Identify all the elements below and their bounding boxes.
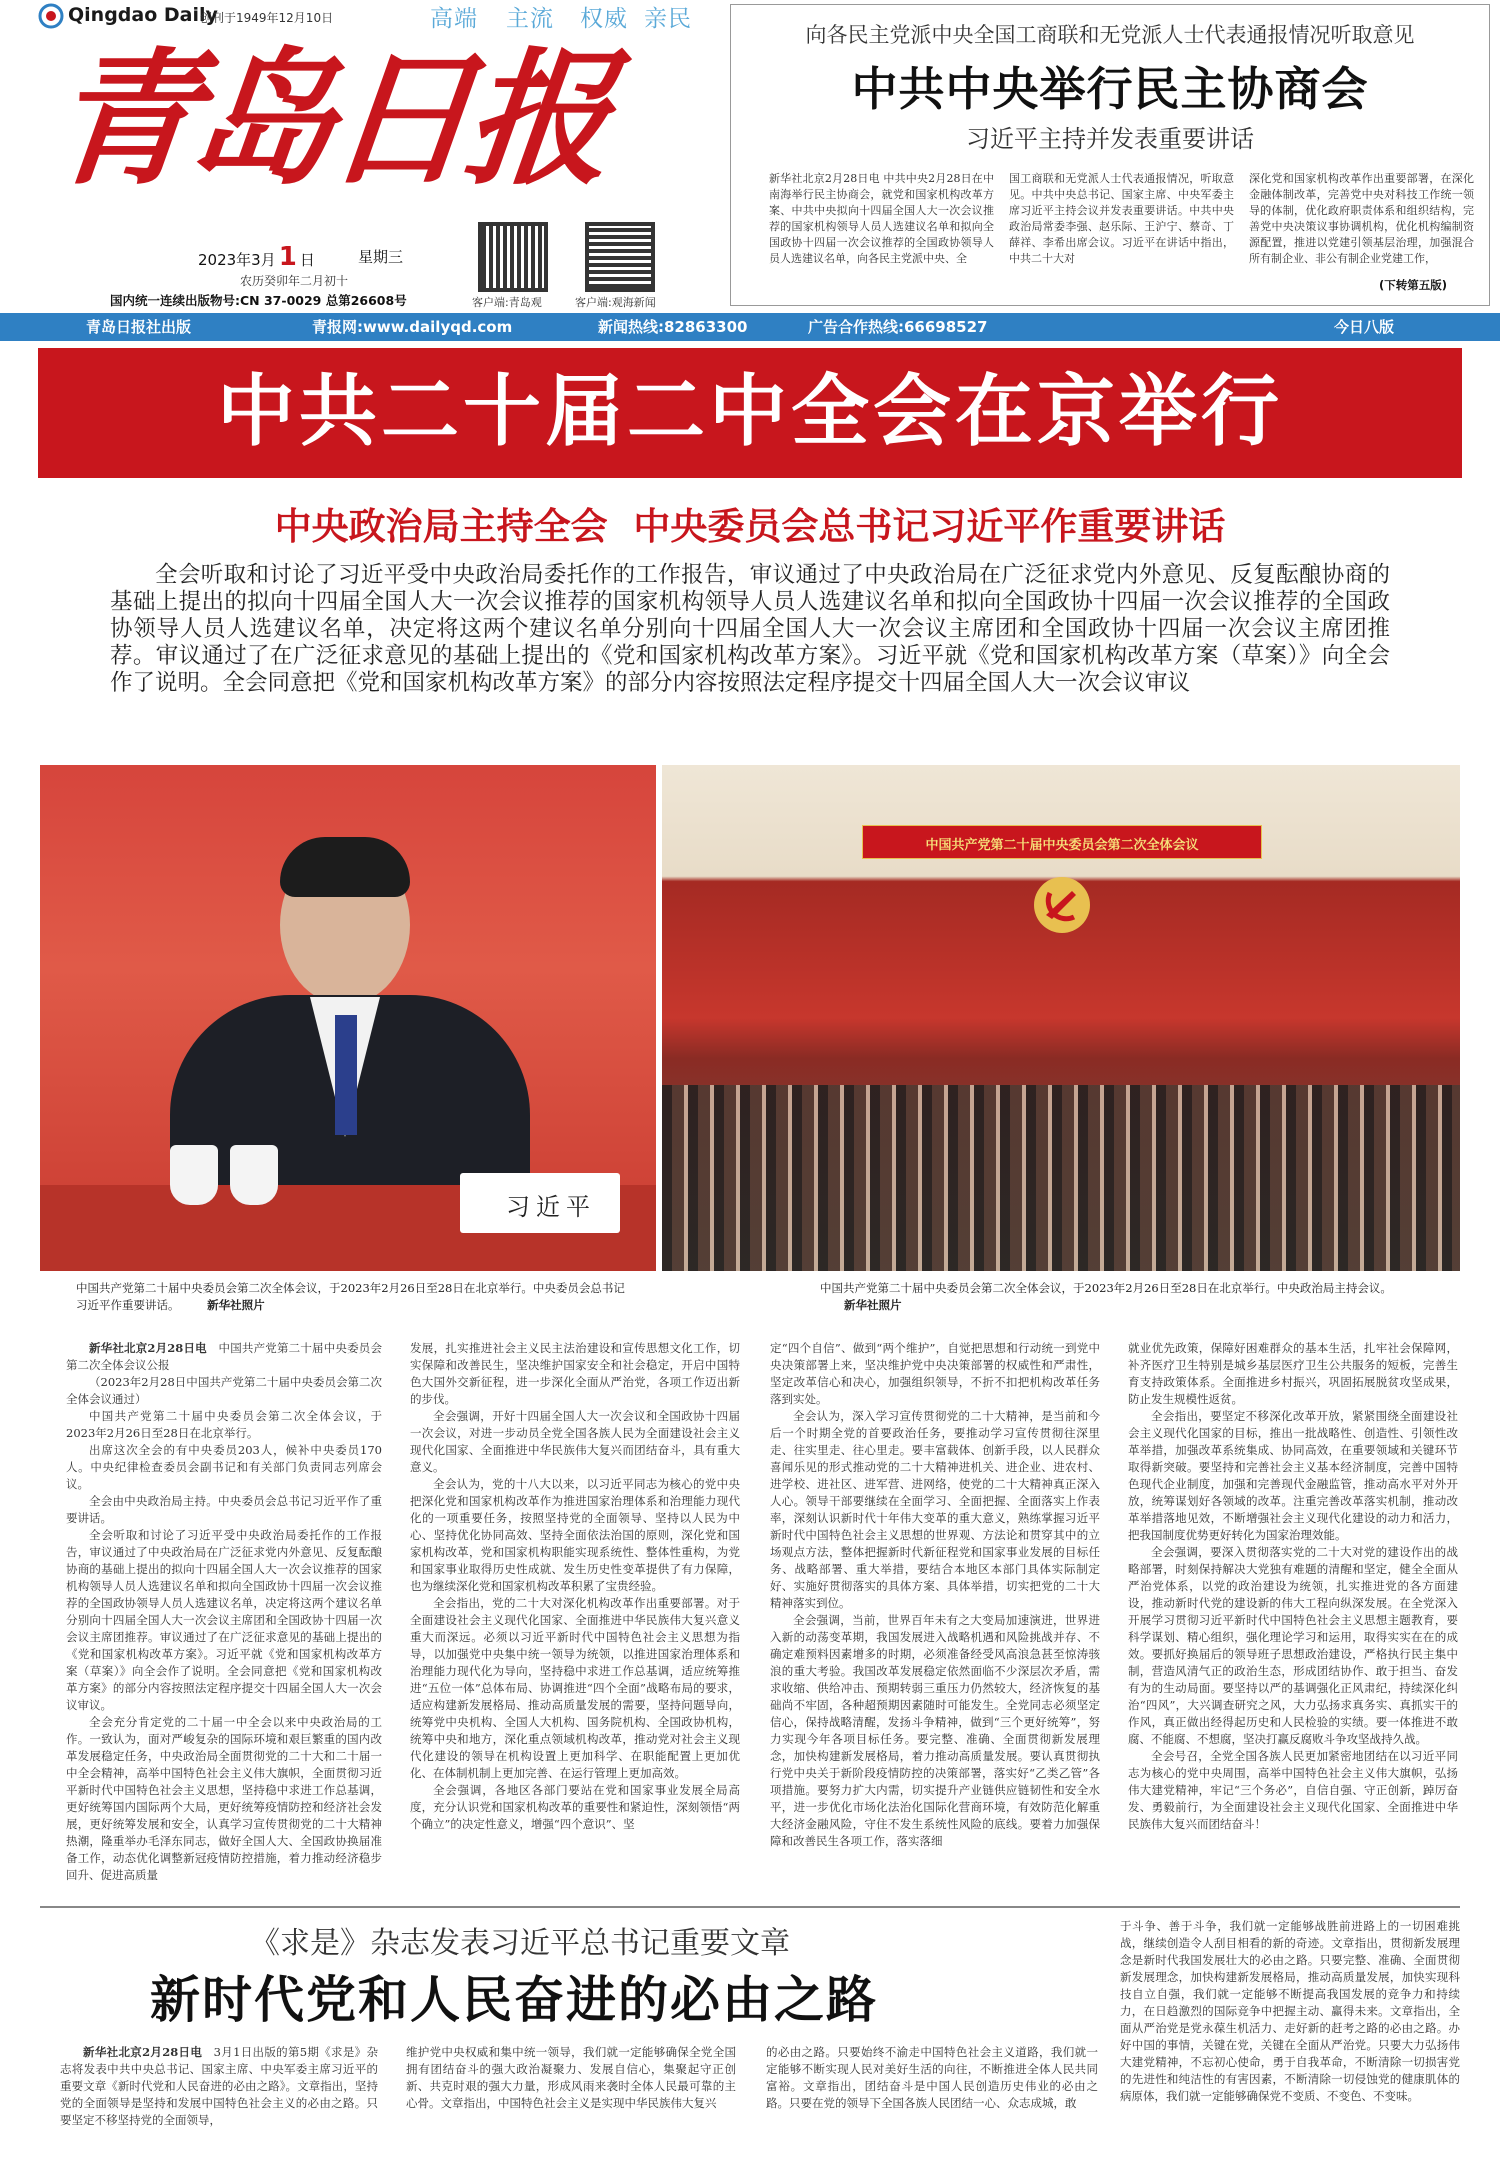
body-col3-para-1: 定“四个自信”、做到“两个维护”，自觉把思想和行动统一到党中央决策部署上来，坚决维护党中央决策部署的权威性和严肃性，坚定改革信心和决心，加强组织领导，不折不扣把机构改革任务落到实处。 (770, 1341, 1100, 1406)
photo1-caption (76, 1280, 636, 1314)
nameplate (460, 1173, 620, 1233)
top-story-kicker: 向各民主党派中央全国工商联和无党派人士代表通报情况听取意见 (805, 23, 1415, 47)
body-col2-para-1: 发展，扎实推进社会主义民主法治建设和宣传思想文化工作，切实保障和改善民生，坚决维护国家安全和社会稳定，开启中国特色大国外交新征程，进一步深化全面从严治党，各项工作迈出新的步伐。 (410, 1341, 740, 1406)
main-summary: 全会听取和讨论了习近平受中央政治局委托作的工作报告，审议通过了中央政治局在广泛征求党内外意见、反复酝酿协商的基础上提出的拟向十四届全国人大一次会议推荐的国家机构领导人员人选建议名单和拟向全国政协十四届一次会议推荐的全国政协领导人员人选建议名单，决定将这两个建议名单分别向十四届全国人大一次会议主席团和全国政协十四届一次会议主席团推荐。审议通过了在广泛征求意见的基础上提出的《党和国家机构改革方案》。习近平就《党和国家机构改革方案（草案）》向全会作了说明。全会同意把《党和国家机构改革方案》的部分内容按照法定程序提交十四届全国人大一次会议审议 (110, 562, 1390, 696)
photo2-caption (820, 1280, 1400, 1314)
body-col1-para-3: 中国共产党第二十届中央委员会第二次全体会议，于2023年2月26日至28日在北京举行。 (66, 1409, 382, 1440)
section-rule (40, 1906, 1460, 1908)
slogan-1: 高端 (430, 6, 478, 32)
masthead (0, 0, 722, 310)
main-banner-headline: 中共二十届二中全会在京举行 (216, 366, 1283, 457)
body-col4-para-3: 全会强调，要深入贯彻落实党的二十大对党的建设作出的战略部署，时刻保持解决大党独有难题的清醒和坚定，健全全面从严治党体系，以党的政治建设为统领，扎实推进党的各方面建设，推动新时代党的建设新的伟大工程向纵深发展。在全党深入开展学习贯彻习近平新时代中国特色社会主义思想主题教育，要科学谋划、精心组织，强化理论学习和运用，取得实实在在的成效。要抓好换届后的领导班子思想政治建设，严格执行民主集中制，营造风清气正的政治生态，形成团结协作、敢于担当、奋发有为的生动局面。要坚持以严的基调强化正风肃纪，持续深化纠治“四风”，大兴调查研究之风，大力弘扬求真务实、真抓实干的作风，真正做出经得起历史和人民检验的实绩。要一体推进不敢腐、不能腐、不想腐，坚决打赢反腐败斗争攻坚战持久战。 (1128, 1545, 1458, 1746)
speaker-tie (335, 1015, 357, 1135)
qingdao-daily-emblem-icon (38, 3, 64, 29)
top-story-col1: 新华社北京2月28日电 中共中央2月28日在中南海举行民主协商会，就党和国家机构改革方案、中共中央拟向十四届全国人大一次会议推荐的国家机构领导人员人选建议名单和拟向全国政协十四届一次会议推荐的全国政协领导人员人选建议名单，向各民主党派中央、全 (769, 172, 994, 265)
speaker-hair (280, 837, 410, 897)
issue-month: 2023年3月 (198, 251, 276, 269)
issue-date (198, 242, 315, 272)
top-story-headline: 中共中央举行民主协商会 (851, 62, 1369, 116)
body-col4-para-4: 全会号召，全党全国各族人民更加紧密地团结在以习近平同志为核心的党中央周围，高举中国特色社会主义伟大旗帜，弘扬伟大建党精神，牢记“三个务必”，自信自强、守正创新，踔厉奋发、勇毅前行，为全面建设社会主义现代化国家、全面推进中华民族伟大复兴而团结奋斗！ (1128, 1749, 1458, 1831)
slogan-2: 主流 (506, 6, 554, 32)
issue-day-suffix: 日 (299, 251, 315, 269)
newspaper-logo: 青岛日报 (43, 34, 614, 205)
photo2-caption-text: 中国共产党第二十届中央委员会第二次全体会议，于2023年2月26日至28日在北京举行。中央政治局主持会议。 (820, 1281, 1392, 1295)
dateline: 新华社北京2月28日电 (89, 1341, 207, 1355)
news-hotline: 新闻热线:82863300 (598, 318, 748, 336)
body-col2-para-5: 全会强调，各地区各部门要站在党和国家事业发展全局高度，充分认识党和国家机构改革的重要性和紧迫性，深刻领悟“两个确立”的决定性意义，增强“四个意识”、坚 (410, 1783, 740, 1831)
body-col1-para-6: 全会听取和讨论了习近平受中央政治局委托作的工作报告，审议通过了中央政治局在广泛征求党内外意见、反复酝酿协商的基础上提出的拟向十四届全国人大一次会议推荐的国家机构领导人员人选建议名单和拟向全国政协十四届一次会议推荐的全国政协领导人员人选建议名单，决定将这两个建议名单分别向十四届全国人大一次会议主席团和全国政协十四届一次会议主席团推荐。审议通过了在广泛征求意见的基础上提出的《党和国家机构改革方案》。习近平就《党和国家机构改革方案（草案）》向全会作了说明。全会同意把《党和国家机构改革方案》的部分内容按照法定程序提交十四届全国人大一次会议审议。 (66, 1528, 382, 1712)
bottom-col-4: 于斗争、善于斗争，我们就一定能够战胜前进路上的一切困难挑战，继续创造令人刮目相看的新的奇迹。文章指出，贯彻新发展理念是新时代我国发展壮大的必由之路。只要完整、准确、全面贯彻新发展理念，加快构建新发展格局，推动高质量发展，加快实现科技自立自强，我们就一定能够不断提高我国发展的竞争力和持续力，在日趋激烈的国际竞争中把握主动、赢得未来。文章指出，全面从严治党是党永葆生机活力、走好新的赶考之路的必由之路。办好中国的事情，关键在党，关键在全面从严治党。只要大力弘扬伟大建党精神，不忘初心使命，勇于自我革命，不断清除一切损害党的先进性和纯洁性的有害因素，不断清除一切侵蚀党的健康肌体的病原体，我们就一定能够确保党不变质、不变色、不变味。 (1120, 1919, 1460, 2103)
lunar-date: 农历癸卯年二月初十 (240, 274, 349, 288)
body-col3-para-3: 全会强调，当前，世界百年未有之大变局加速演进，世界进入新的动荡变革期，我国发展进入战略机遇和风险挑战并存、不确定难预料因素增多的时期，必须准备经受风高浪急甚至惊涛骇浪的重大考验。我国改革发展稳定依然面临不少深层次矛盾，需求收缩、供给冲击、预期转弱三重压力仍然较大，经济恢复的基础尚不牢固，各种超预期因素随时可能发生。全党同志必须坚定信心，保持战略清醒，发扬斗争精神，做到“三个更好统筹”，努力实现今年各项目标任务。要完整、准确、全面贯彻新发展理念，加快构建新发展格局，着力推动高质量发展。要认真贯彻执行党中央关于新阶段疫情防控的决策部署，落实好“乙类乙管”各项措施。要努力扩大内需，切实提升产业链供应链韧性和安全水平，进一步优化市场化法治化国际化营商环境，有效防范化解重大经济金融风险，守住不发生系统性风险的底线。要着力加强保障和改善民生各项工作，落实落细 (770, 1613, 1100, 1848)
founded-date: 创刊于1949年12月10日 (200, 11, 334, 25)
party-emblem-icon (1032, 875, 1092, 935)
bottom-col-1 (60, 2044, 378, 2172)
photo1-caption-text: 中国共产党第二十届中央委员会第二次全体会议，于2023年2月26日至28日在北京举行。中央委员会总书记习近平作重要讲话。 (76, 1281, 625, 1312)
body-col3-para-2: 全会认为，深入学习宣传贯彻党的二十大精神，是当前和今后一个时期全党的首要政治任务，要推动学习宣传贯彻往深里走、往实里走、往心里走。要丰富载体、创新手段，以人民群众喜闻乐见的形式推动党的二十大精神进机关、进企业、进农村、进学校、进社区、进军营、进网络，使党的二十大精神真正深入人心。领导干部要继续在全面学习、全面把握、全面落实上作表率，深刻认识新时代十年伟大变革的重大意义，熟练掌握习近平新时代中国特色社会主义思想的世界观、方法论和贯穿其中的立场观点方法，整体把握新时代新征程党和国家事业发展的目标任务、战略部署、重大举措，要结合本地区本部门具体实际制定好、实施好贯彻落实的具体方案、具体举措，切实把党的二十大精神落实到位。 (770, 1409, 1100, 1610)
bottom-col-3: 的必由之路。只要始终不渝走中国特色社会主义道路，我们就一定能够不断实现人民对美好生活的向往，不断推进全体人民共同富裕。文章指出，团结奋斗是中国人民创造历史伟业的必由之路。只要在党的领导下全国各族人民团结一心、众志成城，敢 (766, 2045, 1098, 2110)
photo-speaker (40, 765, 656, 1271)
qr-code-app2[interactable] (585, 222, 655, 292)
photo-plenary (662, 765, 1460, 1271)
info-bar (0, 313, 1500, 341)
body-col1-para-1 (66, 1340, 382, 1374)
bottom-col-2: 维护党中央权威和集中统一领导，我们就一定能够确保全党全国拥有团结奋斗的强大政治凝聚力、发展自信心，集聚起守正创新、共克时艰的强大力量，形成风雨来袭时全体人民最可靠的主心骨。文章指出，中国特色社会主义是实现中华民族伟大复兴 (406, 2045, 736, 2110)
issue-day: 1 (278, 242, 297, 272)
bottom-story-headline: 新时代党和人民奋进的必由之路 (150, 1970, 878, 2029)
page-count: 今日八版 (1334, 318, 1395, 336)
publisher: 青岛日报社出版 (86, 318, 192, 336)
top-story-col2: 国工商联和无党派人士代表通报情况，听取意见。中共中央总书记、国家主席、中央军委主席习近平主持会议并发表重要讲话。中共中央政治局常委李强、赵乐际、王沪宁、蔡奇、丁薛祥、李希出席会议。习近平在讲话中指出，中共二十大对 (1009, 172, 1234, 265)
body-col1-para-5: 全会由中央政治局主持。中央委员会总书记习近平作了重要讲话。 (66, 1494, 382, 1525)
issn-number: 国内统一连续出版物号:CN 37-0029 总第26608号 (110, 293, 407, 308)
body-col4-para-2: 全会指出，要坚定不移深化改革开放，紧紧围绕全面建设社会主义现代化国家的目标，推出一批战略性、创造性、引领性改革举措，加强改革系统集成、协同高效，在重要领域和关键环节取得新突破。要坚持和完善社会主义基本经济制度，完善中国特色现代企业制度，加强和完善现代金融监管，推动高水平对外开放，统筹谋划好各领域的改革。注重完善改革落实机制，推动改革举措落地见效，不断增强社会主义现代化建设的动力和活力，把我国制度优势更好转化为国家治理效能。 (1128, 1409, 1458, 1542)
bottom-story-kicker: 《求是》杂志发表习近平总书记重要文章 (250, 1926, 790, 1961)
english-name: Qingdao Daily (68, 4, 218, 26)
body-col-2 (410, 1340, 740, 1896)
body-col-4 (1128, 1340, 1458, 1896)
ad-hotline: 广告合作热线:66698527 (808, 318, 988, 336)
bottom-col1-para (60, 2044, 378, 2129)
top-story (730, 4, 1490, 306)
top-story-subhead: 习近平主持并发表重要讲话 (966, 125, 1254, 153)
qr-caption-app2: 客户端:观海新闻 (575, 296, 656, 309)
photo1-credit: 新华社照片 (207, 1298, 265, 1312)
body-col1-para-7: 全会充分肯定党的二十届一中全会以来中央政治局的工作。一致认为，面对严峻复杂的国际环境和艰巨繁重的国内改革发展稳定任务，中央政治局全面贯彻党的二十大和二十届一中全会精神，高举中国特色社会主义伟大旗帜，全面贯彻习近平新时代中国特色社会主义思想，坚持稳中求进工作总基调，更好统筹国内国际两个大局，更好统筹疫情防控和经济社会发展，更好统筹发展和安全，认真学习宣传贯彻党的二十大精神热潮，隆重举办毛泽东同志，做好全国人大、全国政协换届准备工作，动态优化调整新冠疫情防控措施，着力推动经济稳步回升、促进高质量 (66, 1715, 382, 1882)
body-col2-para-2: 全会强调，开好十四届全国人大一次会议和全国政协十四届一次会议，对进一步动员全党全国各族人民为全面建设社会主义现代化国家、全面推进中华民族伟大复兴而团结奋斗，具有重大意义。 (410, 1409, 740, 1474)
qr-code-app1[interactable] (478, 222, 548, 292)
stage-banner-text: 中国共产党第二十届中央委员会第二次全体会议 (925, 838, 1199, 853)
body-col-3 (770, 1340, 1100, 1896)
body-col4-para-1: 就业优先政策，保障好困难群众的基本生活，扎牢社会保障网，补齐医疗卫生特别是城乡基层医疗卫生公共服务的短板，完善生育支持政策体系。全面推进乡村振兴，巩固拓展脱贫攻坚成果，防止发生规模性返贫。 (1128, 1341, 1458, 1406)
top-story-col3: 深化党和国家机构改革作出重要部署，在深化金融体制改革，完善党中央对科技工作统一领导的体制，优化政府职责体系和组织结构，完善党中央决策议事协调机构，优化机构编制资源配置，推进以党建引领基层治理，加强混合所有制企业、非公有制企业党建工作， (1249, 172, 1474, 265)
slogan-3: 权威 (580, 6, 628, 32)
body-col1-para-2: （2023年2月28日中国共产党第二十届中央委员会第二次全体会议通过） (66, 1375, 382, 1406)
nameplate-text: 习近平 (506, 1193, 596, 1221)
top-story-continue[interactable]: (下转第五版) (1379, 278, 1448, 292)
body-col-1 (66, 1340, 382, 1896)
body-col1-text-1: 中国共产党第二十届中央委员会第二次全体会议公报 (66, 1341, 382, 1372)
body-col2-para-4: 全会指出，党的二十大对深化机构改革作出重要部署。对于全面建设社会主义现代化国家、全面推进中华民族伟大复兴意义重大而深远。必须以习近平新时代中国特色社会主义思想为指导，以加强党中央集中统一领导为统领，以推进国家治理体系和治理能力现代化为导向，坚持稳中求进工作总基调，适应统筹推进“五位一体”总体布局、协调推进“四个全面”战略布局的要求，适应构建新发展格局、推动高质量发展的需要，坚持问题导向，统筹党中央机构、全国人大机构、国务院机构、全国政协机构，统筹中央和地方，深化重点领域机构改革，推动党对社会主义现代化建设的领导在机构设置上更加科学、在职能配置上更加优化、在体制机制上更加完善、在运行管理上更加高效。 (410, 1596, 740, 1780)
tea-cup-2 (230, 1145, 278, 1205)
weekday: 星期三 (358, 248, 404, 266)
bottom-col1-text: 3月1日出版的第5期《求是》杂志将发表中共中央总书记、国家主席、中央军委主席习近平的重要文章《新时代党和人民奋进的必由之路》。文章指出，坚持党的全面领导是坚持和发展中国特色社会主义的必由之路。只要坚定不移坚持党的全面领导， (60, 2045, 378, 2127)
main-subhead: 中央政治局主持全会 中央委员会总书记习近平作重要讲话 (274, 504, 1226, 548)
qr-caption-app1: 客户端:青岛观 (472, 296, 542, 309)
stage-banner (862, 825, 1262, 859)
body-col2-para-3: 全会认为，党的十八大以来，以习近平同志为核心的党中央把深化党和国家机构改革作为推进国家治理体系和治理能力现代化的一项重要任务，按照坚持党的全面领导、坚持以人民为中心、坚持优化协同高效、坚持全面依法治国的原则，深化党和国家机构改革，党和国家机构职能实现系统性、整体性重构，为党和国家事业取得历史性成就、发生历史性变革提供了有力保障，也为继续深化党和国家机构改革积累了宝贵经验。 (410, 1477, 740, 1593)
slogan-4: 亲民 (644, 6, 692, 32)
audience (662, 1085, 1460, 1271)
body-col1-para-4: 出席这次全会的有中央委员203人，候补中央委员170人。中央纪律检查委员会副书记和有关部门负责同志列席会议。 (66, 1443, 382, 1491)
tea-cup-1 (170, 1145, 218, 1205)
bottom-dateline: 新华社北京2月28日电 (83, 2045, 203, 2059)
website-link[interactable]: 青报网:www.dailyqd.com (312, 318, 513, 336)
photo2-credit: 新华社照片 (844, 1298, 902, 1312)
